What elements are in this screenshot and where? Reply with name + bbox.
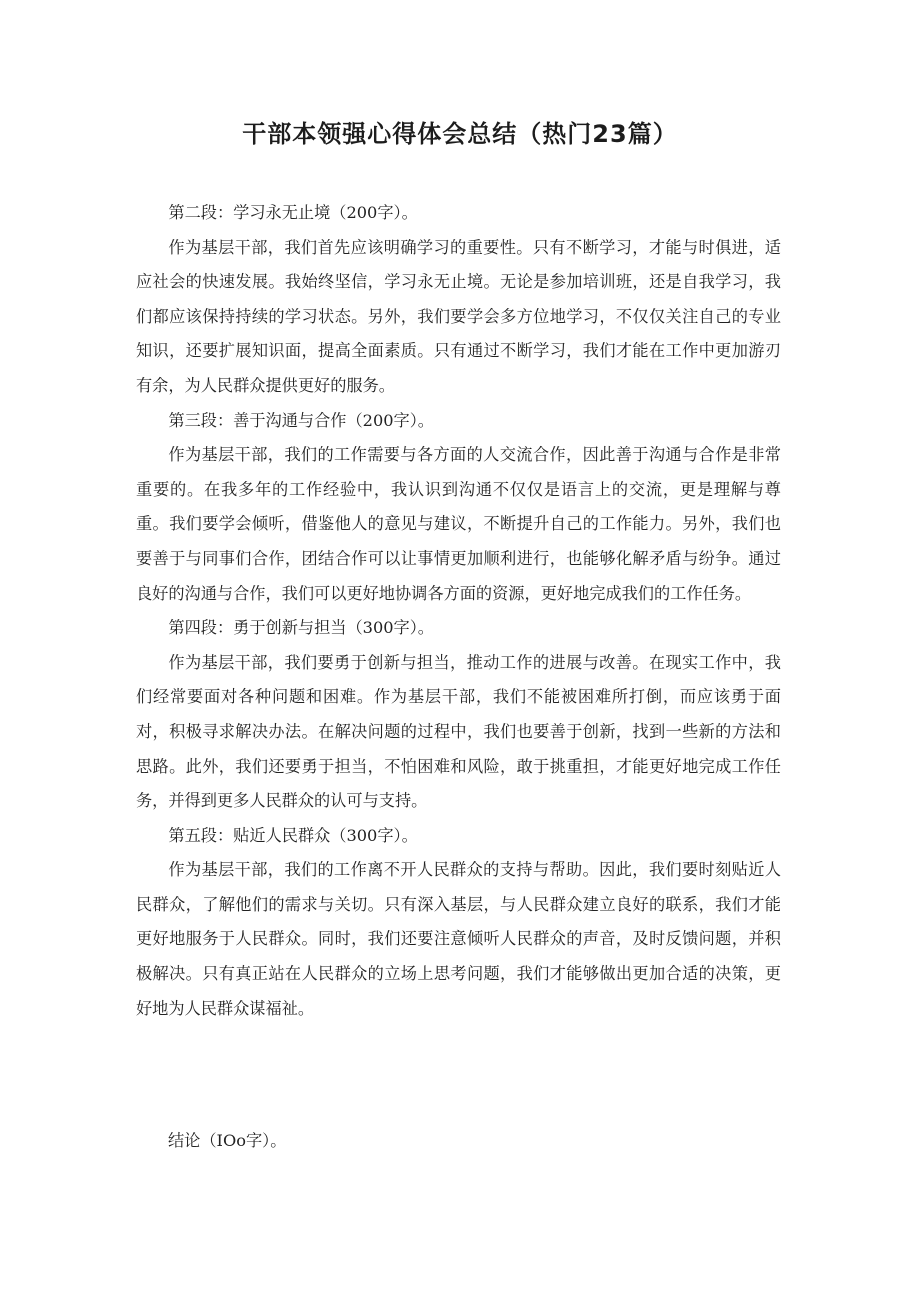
- section-heading-5: 第五段：贴近人民群众（300字）。: [168, 825, 418, 845]
- paragraph-people: 作为基层干部，我们的工作离不开人民群众的支持与帮助。因此，我们要时刻贴近人民群众，了解他们的需求与关切。只有深入基层，与人民群众建立良好的联系，我们才能更好地服务于人民群众。同时，我们还要注意倾听人民群众的声音，及时反馈问题，并积极解决。只有真正站在人民群众的立场上思考问题，我们才能够做出更加合适的决策，更好地为人民群众谋福祉。: [136, 860, 781, 1018]
- paragraph-communication: 作为基层干部，我们的工作需要与各方面的人交流合作，因此善于沟通与合作是非常重要的。在我多年的工作经验中，我认识到沟通不仅仅是语言上的交流，更是理解与尊重。我们要学会倾听，借鉴他人的意见与建议，不断提升自己的工作能力。另外，我们也要善于与同事们合作，团结合作可以让事情更加顺利进行，也能够化解矛盾与纷争。通过良好的沟通与合作，我们可以更好地协调各方面的资源，更好地完成我们的工作任务。: [136, 445, 781, 603]
- document-title: 干部本领强心得体会总结（热门23篇）: [242, 120, 678, 148]
- conclusion-heading: 结论（IOo字）。: [168, 1131, 287, 1150]
- section-heading-3: 第三段：善于沟通与合作（200字）。: [168, 410, 434, 430]
- document-body: [136, 196, 781, 1026]
- section-heading-2: 第二段：学习永无止境（200字）。: [168, 203, 418, 222]
- paragraph-learning: 作为基层干部，我们首先应该明确学习的重要性。只有不断学习，才能与时俱进，适应社会的快速发展。我始终坚信，学习永无止境。无论是参加培训班，还是自我学习，我们都应该保持持续的学习状态。另外，我们要学会多方位地学习，不仅仅关注自己的专业知识，还要扩展知识面，提高全面素质。只有通过不断学习，我们才能在工作中更加游刃有余，为人民群众提供更好的服务。: [136, 237, 781, 395]
- paragraph-innovation: 作为基层干部，我们要勇于创新与担当，推动工作的进展与改善。在现实工作中，我们经常要面对各种问题和困难。作为基层干部，我们不能被困难所打倒，而应该勇于面对，积极寻求解决办法。在解决问题的过程中，我们也要善于创新，找到一些新的方法和思路。此外，我们还要勇于担当，不怕困难和风险，敢于挑重担，才能更好地完成工作任务，并得到更多人民群众的认可与支持。: [136, 652, 781, 811]
- section-heading-4: 第四段：勇于创新与担当（300字）。: [168, 618, 434, 638]
